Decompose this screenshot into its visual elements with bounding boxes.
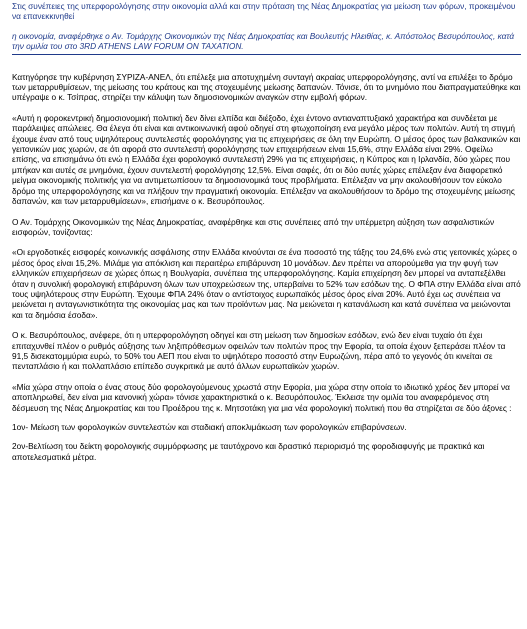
paragraph-quote-taxation: «Αυτή η φοροκεντρική δημοσιονομική πολιτική δεν δίνει ελπίδα και διέξοδο, έχει έντονο αντιαναπτυξιακό χαρακτήρα και συνδέεται με παράλειψες απώλειες. Θα έλεγα ότι είναι και αντικοινωνική αφού οδηγεί στη φτωχοποίηση ενα μεγάλο μέρος των πολιτών. Αυτή τη στιγμή έχουμε έναν από τους υψηλότερους συντελεστές φορολόγησης για τις επιχειρήσεις σε όλη την Ευρώπη. Ο μέσος όρος των βαλκανικών και γειτονικών μας χωρών, σε ότι αφορά στο συντελεστή φορολόγησης των επιχειρήσεων είναι 15,6%, στην Ελλάδα είναι 29%. Οφείλω επίσης, να επισημάνω ότι ενώ η Ελλάδα έχει φορολογικό συντελεστή 29% για τις επιχειρήσεις, η Κύπρος και η Ιρλανδία, δύο χώρες που μπήκαν και αυτές σε μνημόνια, έχουν συντελεστή φορολόγησης 12,5%. Είναι σαφές, ότι οι δύο αυτές χώρες επέλεξαν ένα διαφορετικό μείγμα οικονομικής πολιτικής για να αντιμετωπίσουν τα δημοσιονομικά τους προβλήματα. Επέλεξαν να μην ακολουθήσουν τον εύκολο δρόμο της υπερφορολόγησης και να πλήξουν την πραγματική οικονομία. Επέλεξαν να ακολουθήσουν το δρόμο της στοχευμένης μείωσης δαπανών, και των μεταρρυθμίσεων», επισήμανε ο κ. Βεσυρόπουλος. — [12, 112, 521, 207]
paragraph-insurance-intro: Ο Αν. Τομάρχης Οικονομικών της Νέας Δημοκρατίας, αναφέρθηκε και στις συνέπειες από την υπέρμετρη αύξηση των ασφαλιστικών εισφορών, τονίζοντας: — [12, 216, 495, 237]
paragraph-intro: Κατηγόρησε την κυβέρνηση ΣΥΡΙΖΑ-ΑΝΕΛ, ότι επέλεξε μια αποτυχημένη συνταγή ακραίας υπερφορολόγησης, αντί να επιλέξει το δρόμο των μεταρρυθμίσεων, της μείωσης του κράτους και της στοχευμένης μείωσης δαπανών. Τόνισε, ότι το μνημόνιο που διαπραγματεύθηκε και υπέγραψε ο κ. Τσίπρας, στηρίζει την κάλυψη των δημοσιονομικών αναγκών στην εμβολή φόρων. — [12, 71, 521, 103]
subhead-divider — [12, 54, 521, 55]
list-item-axis-2: 2ον-Βελτίωση του δείκτη φορολογικής συμμόρφωσης με ταυτόχρονο και δραστικό περιορισμό της φοροδιαφυγής με πρακτικά και αποτελεσματικά μέτρα. — [12, 441, 485, 462]
paragraph-quote-contributions: «Οι εργοδοτικές εισφορές κοινωνικής ασφάλισης στην Ελλάδα κινούνται σε ένα ποσοστό της τάξης του 24,6% ενώ στις γειτονικές χώρες ο μέσος όρος είναι 15,2%. Μιλάμε για απόκλιση και περαιτέρω επιβάρυνση 10 μονάδων. Δεν πρέπει να απορούμεθα για την φυγή των ελληνικών επιχειρήσεων σε χώρες όπως η Βουλγαρία, συνέπεια της υπερφορολόγησης. Καμία επιχείρηση δεν μπορεί να ανταπεξέλθει όταν η συνολική φορολογική επιβάρυνση όλων των υποχρεώσεων της, υπερβαίνει το 52% των εσόδων της. Ο ΦΠΑ στην Ελλάδα είναι από τους υψηλότερους στην Ευρώπη. Έχουμε ΦΠΑ 24% όταν ο αντίστοιχος ευρωπαϊκός μέσος όρος είναι 20%. Αυτό έχει ως συνέπεια να μειώνεται η ανταγωνιστικότητα της οικονομίας μας και των προϊόντων μας. Να μειώνεται η κατανάλωση και κατά συνέπεια να μειώνονται και τα δημόσια έσοδα». — [12, 247, 521, 320]
paragraph-public-revenue: Ο κ. Βεσυρόπουλος, ανέφερε, ότι η υπερφορολόγηση οδηγεί και στη μείωση των δημοσίων εσόδων, ενώ δεν είναι τυχαίο ότι έχει επιταχυνθεί πλέον ο ρυθμός αύξησης των ληξιπρόθεσμων οφειλών των πολιτών προς την Εφορία, τα οποία έχουν ξεπεράσει πλέον τα 91,5 δισεκατομμύρια ευρώ, το 50% του ΑΕΠ που είναι το υψηλότερο ποσοστό στην Ευρωζώνη, πέρα από το γεγονός ότι κινείται σε πενταπλάσιο ή και πολλαπλάσιο επίπεδο συγκριτικά με αυτό άλλων ευρωπαϊκών χωρών. — [12, 330, 506, 372]
article-subhead: η οικονομία, αναφέρθηκε ο Αν. Τομάρχης Οικονομικών της Νέας Δημοκρατίας και Βουλευτής Ηλειθίας, κ. Απόστολος Βεσυρόπουλος, κατά την ομιλία του στο 3RD ATHENS LAW FORUM ON TAXATION. — [12, 30, 515, 52]
paragraph-quote-normal-country: «Μία χώρα στην οποία ο ένας στους δύο φορολογούμενους χρωστά στην Εφορία, μια χώρα στην οποία το ιδιωτικό χρέος δεν μπορεί να αποπληρωθεί, δεν είναι μια κανονική χώρα» τόνισε χαρακτηριστικά ο κ. Βεσυρόπουλος. Έκλεισε την ομιλία του αναφερόμενος στη δέσμευση της Νέας Δημοκρατίας και του Προέδρου της κ. Μητσοτάκη για μια νέα φορολογική πολιτική που θα στηρίζεται σε δύο άξονες : — [12, 381, 512, 413]
list-item-axis-1: 1ον- Μείωση των φορολογικών συντελεστών και σταδιακή αποκλιμάκωση των φορολογικών επιβαρύνσεων. — [12, 422, 407, 432]
article-headline: Στις συνέπειες της υπερφορολόγησης στην οικονομία αλλά και στην πρόταση της Νέας Δημοκρατίας για μείωση των φόρων, προκειμένου να επανεκκινηθεί — [12, 1, 516, 22]
